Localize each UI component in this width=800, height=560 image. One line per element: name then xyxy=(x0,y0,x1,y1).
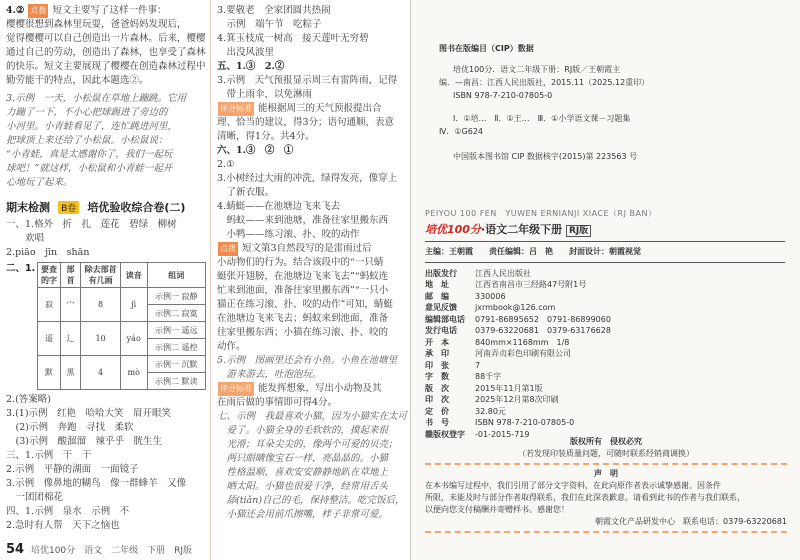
answer-line: 蚂蚁——来到池塘，准备往家里搬东西 xyxy=(217,215,389,226)
answer-line: 2.急时有人帮 天下之恼也 xyxy=(6,520,120,531)
publisher-info-row xyxy=(425,406,785,418)
answer-line: 2.(答案略) xyxy=(6,394,51,405)
publisher-info-key: 编辑部电话 xyxy=(425,314,465,324)
table-row xyxy=(38,356,206,373)
item4-line: 觉得樱樱可以自己创造出一片森林。后来，樱樱 xyxy=(6,33,206,44)
item3-line: 把球顶上来还给了小松鼠。小松鼠说： xyxy=(6,135,168,146)
table-header: 部首 xyxy=(60,263,81,288)
publisher-info-value: 840mm×1168mm 1/8 xyxy=(475,337,570,347)
publisher-info-key: 意见反馈 xyxy=(425,303,457,312)
hint-line: 动作。 xyxy=(217,341,246,352)
answer-line: 4.蜻蜓——在池塘边飞来飞去 xyxy=(217,201,341,212)
credits-line: 主编：王朝霞 责任编辑：吕 艳 封面设计：朝霞视觉 xyxy=(425,247,641,256)
essay-line: 爱了。小猫全身的毛软软的，摸起来很 xyxy=(217,425,389,436)
publisher-info-key: 承 印 xyxy=(425,349,449,358)
answer-line: 带上雨伞，以免淋雨 xyxy=(217,89,313,100)
item4-first-line: 4.② 点拨 短文主要写了这样一件事： xyxy=(6,5,167,16)
publisher-info-row xyxy=(425,394,785,406)
answer-line: 2.① xyxy=(217,159,235,170)
publisher-info-value: 2015年11月第1版 xyxy=(475,383,543,393)
score-line: 清晰，得1分。共4分。 xyxy=(217,131,315,142)
answer-line: 3.要敬老 全家团圆共热闹 xyxy=(217,5,331,16)
declaration-line: 在本书编写过程中，我们引用了部分文字资料，在此向原作者表示诚挚感谢。因条件 xyxy=(425,481,721,490)
hint-tag: 点拨 xyxy=(218,242,238,256)
answer-column-1 xyxy=(0,0,211,560)
table-header: 要查的字 xyxy=(38,263,60,288)
answer-line: 3.(1)示例 红艳 哈哈大笑 眉开眼笑 xyxy=(6,408,172,419)
table-row xyxy=(38,322,206,339)
table-cell: 示例一 遥远 xyxy=(147,322,206,339)
essay-line: 舔(tiǎn)自己的毛，保持整洁。吃完饭后， xyxy=(217,495,405,506)
answer-column-2 xyxy=(211,0,411,560)
rights-subtitle: （若发现印装质量问题，可随时联系经销商调换） xyxy=(518,449,694,458)
hint-tag: 点拨 xyxy=(28,4,48,18)
item3-line: 小河里。小青蛙看见了，连忙跳进河里， xyxy=(6,121,178,132)
answer-line: 5.示例 图画里还会有小鱼。小鱼在池塘里 xyxy=(217,355,398,366)
table-cell: 示例二 遥控 xyxy=(147,339,206,356)
item4-line: 勤劳能干的特点，因此本题选②。 xyxy=(6,75,149,86)
publisher-info-row xyxy=(425,268,785,280)
score-line: 理、恰当的建议，得3分；语句通顺，表意 xyxy=(217,117,395,128)
table-cell: 遥 xyxy=(38,322,60,356)
publisher-info-row xyxy=(425,291,785,303)
q2-line: 2.piāo jīn shān xyxy=(6,247,90,258)
q1-line: 欢唱 xyxy=(6,233,45,244)
publisher-info-value: 0379-63220681 0379-63176628 xyxy=(475,326,611,335)
declaration-line: 所限，未能及时与部分作者取得联系，我们在此深表歉意。请看到此书的作者与我们联系， xyxy=(425,493,745,502)
answer-line: 四、1.示例 泉水 示例 不 xyxy=(6,506,130,517)
table-cell: 宀 xyxy=(60,288,81,322)
answer-line: 3.小树经过大雨的冲洗，绿得发亮，像穿上 xyxy=(217,173,398,184)
publisher-info-key: 书 号 xyxy=(425,418,449,427)
publisher-info-key: 出版发行 xyxy=(425,268,457,278)
book-title: 培优100分·语文二年级下册 RJ版 xyxy=(425,221,785,237)
table-cell: 黑 xyxy=(60,356,81,390)
cip-subject: Ⅰ．①培… Ⅱ．①王… Ⅲ．①小学语文课－习题集 xyxy=(453,114,631,123)
item3-line: 力蹦了一下，不小心把球踢进了旁边的 xyxy=(6,107,168,118)
publisher-info-key: 开 本 xyxy=(425,337,449,347)
table-cell: jì xyxy=(120,288,147,322)
item3-line: 心地玩了起来。 xyxy=(6,177,73,188)
rights-title: 版权所有 侵权必究 xyxy=(570,437,642,446)
publisher-info xyxy=(425,268,785,441)
table-header: 组词 xyxy=(147,263,206,288)
publisher-info-value: 330006 xyxy=(475,291,506,301)
publisher-info-value: 江西人民出版社 xyxy=(475,268,531,278)
cip-line: ISBN 978-7-210-07805-0 xyxy=(453,91,553,100)
table-header: 读音 xyxy=(120,263,147,288)
table-cell: 4 xyxy=(81,356,121,390)
answer-line: 4.箕玉枝成一树高 接天莲叶无穷碧 xyxy=(217,33,369,44)
item4-line: 的快乐。短文主要展现了樱樱在创造森林过程中 xyxy=(6,61,206,72)
table-cell: 默 xyxy=(38,356,60,390)
cip-heading: 图书在版编目（CIP）数据 xyxy=(439,44,534,53)
answer-line: 一团团棉花 xyxy=(6,492,64,503)
publisher-info-row xyxy=(425,383,785,395)
answer-line: 了新衣服。 xyxy=(217,187,275,198)
section-subtitle: 培优验收综合卷(二) xyxy=(87,201,186,214)
pinyin-title: PEIYOU 100 FEN YUWEN ERNIANJI XIACE（RJ BAN） xyxy=(425,209,657,218)
declaration-title: 声 明 xyxy=(594,469,618,478)
table-cell: 示例二 默读 xyxy=(147,373,206,390)
answer-line: 五、1.③ 2.② xyxy=(217,61,285,72)
answer-line: 出没风波里 xyxy=(217,47,275,58)
table-cell: 示例一 沉默 xyxy=(147,356,206,373)
publisher-info-row xyxy=(425,325,785,337)
brand-logo: 培优100分 xyxy=(425,223,481,236)
table-header-row xyxy=(38,263,206,288)
publisher-info-key: 赣版权登字 xyxy=(425,429,465,439)
edition-label: RJ版 xyxy=(566,225,591,237)
essay-line: 两只眼睛像宝石一样，亮晶晶的。小猫 xyxy=(217,453,389,464)
answer-line: (3)示例 酸溜溜 辣乎乎 胱生生 xyxy=(6,436,162,447)
table-cell: 8 xyxy=(81,288,121,322)
publisher-info-row xyxy=(425,348,785,360)
table-cell: 示例二 寂寞 xyxy=(147,305,206,322)
hint-line: 往家里搬东西；小猫在练习滚、扑、咬的 xyxy=(217,327,389,338)
cip-subject: Ⅳ．①G624 xyxy=(439,127,484,136)
essay-line: 性格温顺，喜欢安安静静地趴在草地上 xyxy=(217,467,389,478)
publisher-info-row xyxy=(425,360,785,372)
publisher-info-row xyxy=(425,337,785,349)
essay-line: 小猫还会用前爪擦嘴，样子非常可爱。 xyxy=(217,509,389,520)
section-badge: B卷 xyxy=(58,201,79,214)
table-cell: mò xyxy=(120,356,147,390)
score-tag: 评分标准 xyxy=(218,382,254,396)
item3-line: “小青蛙，真是太感谢你了，我们一起玩 xyxy=(6,149,173,160)
score-line: 在雨后做的事情即可得4分。 xyxy=(217,397,338,408)
table-header: 除去部首有几画 xyxy=(81,263,121,288)
publisher-info-key: 版 次 xyxy=(425,383,449,393)
table-cell: 寂 xyxy=(38,288,60,322)
footer-text: 培优100分 语文 二年级 下册 RJ版 xyxy=(30,546,193,556)
hint-line: 点拨 短文第3自然段写的是雷雨过后 xyxy=(220,243,372,254)
q1-line: 一、1.格外 折 扎 莲花 碧绿 柳树 xyxy=(6,219,177,230)
answer-line: 3.示例 天气预报显示周三有雷阵雨，记得 xyxy=(217,75,398,86)
table-label: 二、1. xyxy=(6,263,36,274)
publisher-info-value: 江西省南昌市三经路47号附1号 xyxy=(475,280,587,289)
table-row xyxy=(38,288,206,305)
essay-line: 七、示例 我最喜欢小猫，因为小猫实在太可 xyxy=(217,411,408,422)
item4-line: 通过自己的劳动，创造出了森林，也享受了森林 xyxy=(6,47,206,58)
character-table xyxy=(37,262,206,390)
item3-line: 3.示例 一天，小松鼠在草地上蹦跳。它用 xyxy=(6,93,187,104)
publisher-info-row xyxy=(425,279,785,291)
answer-line: 小鸭——练习滚、扑、咬的动作 xyxy=(217,229,360,240)
essay-line: 光滑；耳朵尖尖的，像两个可爱的贝壳； xyxy=(217,439,398,450)
publisher-info-row xyxy=(425,417,785,429)
publisher-info-key: 印 次 xyxy=(425,395,449,404)
publisher-info-key: 邮 编 xyxy=(425,291,449,301)
essay-line: 晒太阳。小猫也很爱干净，经常用舌头 xyxy=(217,481,389,492)
publisher-info-key: 发行电话 xyxy=(425,326,457,335)
declaration-contact: 朝霞文化产品研发中心 联系电话：0379-63220681 xyxy=(595,517,787,526)
hint-line: 蜓张开翅膀，在池塘边飞来飞去”“蚂蚁连 xyxy=(217,271,389,282)
publisher-info-value: 32.80元 xyxy=(475,406,506,416)
publisher-info-value: 河南弄贞彩色印刷有限公司 xyxy=(475,349,571,358)
section-header xyxy=(6,196,206,215)
publisher-info-value: 0791-86895652 0791-86899060 xyxy=(475,314,611,324)
publisher-info-key: 定 价 xyxy=(425,406,449,416)
publisher-info-value: 7 xyxy=(475,360,481,370)
table-cell: yáo xyxy=(120,322,147,356)
section-title: 期末检测 xyxy=(6,201,50,214)
answer-line: 3.示例 像鼻地的糊鸟 像一群蜂羊 又像 xyxy=(6,478,187,489)
hint-line: 忙来到池面，准备往家里搬东西”“一只小 xyxy=(217,285,389,296)
publisher-info-value: jxrmbook@126.com xyxy=(475,303,556,312)
answer-line: 游来游去，吐泡泡玩。 xyxy=(217,369,322,380)
hint-line: 猫正在练习滚、扑、咬的动作”可知，蜻蜓 xyxy=(217,299,393,310)
cip-line: 编．—南昌：江西人民出版社，2015.11（2025.12重印） xyxy=(439,78,650,87)
table-cell: 示例一 寂静 xyxy=(147,288,206,305)
score-tag: 评分标准 xyxy=(218,102,254,116)
hint-line: 在池塘边飞来飞去；蚂蚁来到池面，准备 xyxy=(217,313,389,324)
table-cell: 10 xyxy=(81,322,121,356)
item-number: 4.② xyxy=(6,5,25,16)
answer-line: (2)示例 奔跑 寻找 柔软 xyxy=(6,422,134,433)
item4-line: 樱樱很想到森林里玩耍，爸爸妈妈发现后， xyxy=(6,19,187,30)
publisher-info-value: 2025年12月第8次印刷 xyxy=(475,395,559,404)
publisher-info-row xyxy=(425,302,785,314)
copyright-page xyxy=(411,0,800,560)
score-line: 评分标准 能发挥想象，写出小动物及其 xyxy=(220,383,382,394)
hint-line: 小动物们的行为。结合该段中的“一只蜻 xyxy=(217,257,384,268)
answer-line: 示例 端午节 吃粽子 xyxy=(217,19,322,30)
publisher-info-value: -01-2015-719 xyxy=(475,429,530,439)
answer-line: 2.示例 平静的湖面 一面镜子 xyxy=(6,464,139,475)
table-cell: 辶 xyxy=(60,322,81,356)
publisher-info-row xyxy=(425,371,785,383)
cip-number: 中国版本图书馆 CIP 数据核字(2015)第 223563 号 xyxy=(453,152,638,161)
cip-line: 培优100分．语文二年级下册：RJ版／王朝霞主 xyxy=(453,65,621,74)
page-footer xyxy=(6,542,192,557)
publisher-info-row xyxy=(425,314,785,326)
publisher-info-key: 地 址 xyxy=(425,280,449,289)
score-line: 评分标准 能根据周三的天气预报提出合 xyxy=(220,103,382,114)
answer-line: 三、1.示例 干 干 xyxy=(6,450,92,461)
answer-line: 六、1.③ ② ① xyxy=(217,145,294,156)
publisher-info-key: 印 张 xyxy=(425,360,449,370)
page-number: 54 xyxy=(6,542,25,557)
item3-line: 球吧！”就这样，小松鼠和小青蛙一起开 xyxy=(6,163,173,174)
publisher-info-value: ISBN 978-7-210-07805-0 xyxy=(475,418,575,427)
declaration-line: 以便向您支付稿酬并寄赠样书。感谢您！ xyxy=(425,505,569,514)
publisher-info-key: 字 数 xyxy=(425,372,449,381)
publisher-info-value: 88千字 xyxy=(475,372,502,381)
